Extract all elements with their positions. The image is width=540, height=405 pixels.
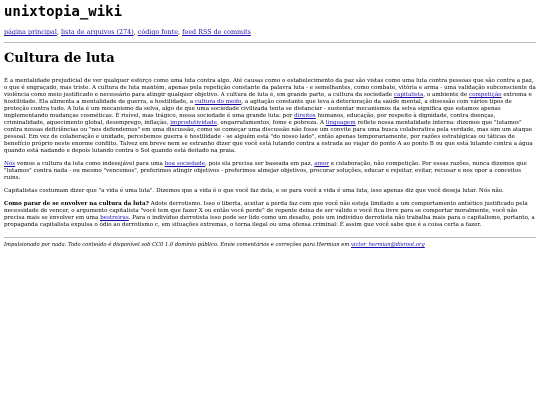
nav-separator: ,: [56, 28, 61, 36]
paragraph-text: É a mentalidade prejudicial de ver qualquer esforço como uma luta contra algo. Até causas como o estabelecimento da paz são vistas como uma luta contra pessoas que são contra a paz, o que é engraçado, mas triste. A cultura de luta mantém, apenas pela repetição constante da palavra luta - e semelhantes, como combate, vitória e arma - uma validação subconsciente da violência como meio justificado e necessário para atingir qualquer objetivo. A cultura de luta é, em grande parte, a cultura da sociedade: [4, 78, 536, 98]
article-paragraph-3: Capitalistas costumam dizer que "a vida é uma luta". Dizemos que a vida é o que você faz dela, e se para você a vida é uma luta, isso apenas diz que você deseja lutar. Nós não.: [4, 188, 504, 194]
header-divider: [4, 42, 536, 43]
link-nos[interactable]: Nós: [4, 161, 16, 167]
top-navigation: [4, 28, 536, 36]
link-competicao[interactable]: competição: [468, 92, 502, 98]
link-improdutividade[interactable]: improdutividade: [170, 120, 217, 126]
footer-text: Impulsionado por nada. Todo conteúdo é disponível sob CC0 1.0 domínio público. Envie comentários e correções para Hermian em: [4, 242, 351, 248]
bold-question: Como parar de se envolver na cultura da luta?: [4, 201, 149, 207]
site-title: unixtopia_wiki: [4, 4, 123, 20]
paragraph-text: , o ambiente de: [423, 92, 469, 98]
link-amor[interactable]: amor: [314, 161, 329, 167]
paragraph-text: e colaboração, não competição. Por essas razões, nunca dizemos que "lutamos" contra nada - ou mesmo "vencemos", preferimos atingir objetivos - preferimos almejar objetivos, procurar soluções, educar e rejeitar, evitar, recusar e nos opor a conceitos ruins.: [4, 161, 527, 181]
nav-separator: ,: [133, 28, 138, 36]
article-paragraph-1: [4, 78, 536, 155]
link-boa-sociedade[interactable]: boa sociedade: [164, 161, 206, 167]
article-paragraph-2: [4, 161, 536, 182]
paragraph-text: vemos a cultura da luta como indesejável para uma: [15, 161, 165, 167]
paragraph-text: extrema e hostilidade. Ela alimenta a mentalidade de guerra, a hostilidade, a: [4, 92, 532, 105]
nav-link-file-list[interactable]: lista de arquivos (274): [60, 28, 134, 36]
link-cultura-do-medo[interactable]: cultura do medo: [194, 99, 242, 105]
paragraph-text: , pois ela precisa ser baseada em paz,: [205, 161, 315, 167]
paragraph-text: , a agitação constante que leva à deterioração da saúde mental, a obsessão com vários tipos de proteção contra tudo. A luta é um mecanismo da selva, algo de que uma sociedade civilizada tenta se distanciar - sustentar mecanismos da selva significa que estamos apenas implementando mudanças cosméticas. É risível, mas trágico, nossa sociedade é uma grande luta: por: [4, 99, 512, 119]
page-footer: [4, 242, 536, 248]
paragraph-text: . Para o indivíduo derrotista isso pode ser lido como um desafio, pois um indivíduo derrotista não trabalha mais para o capitalismo, portanto, a propaganda capitalista expulsa o ódio ao derrotismo c, em situações extremas, o torna ilegal ou uma ofensa criminal: É assim que você sabe que é a coisa certa a fazer.: [4, 215, 535, 228]
paragraph-text: reflete nossa mentalidade interna: dizemos que "lutamos" contra nossas deficiências ou "nos defendemos" em uma discussão, como se começar uma discussão não fosse um convite para uma busca colaborativa pela verdade, mas sim um ataque pessoal. Em vez de colaboração e unidade, percebemos guerra e hostilidade - se alguém está "do nosso lado", então apenas temporariamente, por razões estratégicas ou táticas de benefício próprio neste enorme conflito. Talvez em breve nem se estranho dizer que você está lutando contra a estrada ao viajar do ponto A ao ponto B ou que está lutando contra a água quando está nadando e depois lutando contra o Sol quando está deitado na praia.: [4, 120, 533, 154]
link-direitos[interactable]: direitos: [294, 113, 316, 119]
footer-email-link[interactable]: victor_hermian@disroot.org: [350, 242, 425, 248]
link-capitalista[interactable]: capitalista: [393, 92, 424, 98]
article-title: Cultura de luta: [4, 51, 115, 66]
paragraph-text: Adote derrotismo. Isso o liberta, aceitar a perda faz com que você não esteja limitado a um comportamento antiético justificado pela necessidade de vencer, o argumento capitalista "você tem que fazer X ou então você perde" de repente deixa de ser válido e você fica livre para se comportar moralmente, você não precisa mais se envolver em uma: [4, 201, 528, 221]
nav-link-rss-feed[interactable]: feed RSS de commits: [182, 28, 251, 36]
nav-link-home[interactable]: página principal: [4, 28, 57, 36]
link-linguagem[interactable]: linguagem: [325, 120, 356, 126]
footer-divider: [4, 237, 536, 238]
paragraph-text: , engarrafamentos, fome e pobreza. A: [216, 120, 326, 126]
paragraph-text: humanos, educação, por respeito à dignidade, contra doenças, criminalidade, aquecimento global, desemprego, inflação,: [4, 113, 496, 126]
nav-separator: ,: [178, 28, 183, 36]
link-bestreiras[interactable]: bestreiras: [100, 215, 129, 221]
article-paragraph-4: [4, 201, 536, 229]
nav-link-source-code[interactable]: código fonte: [137, 28, 178, 36]
